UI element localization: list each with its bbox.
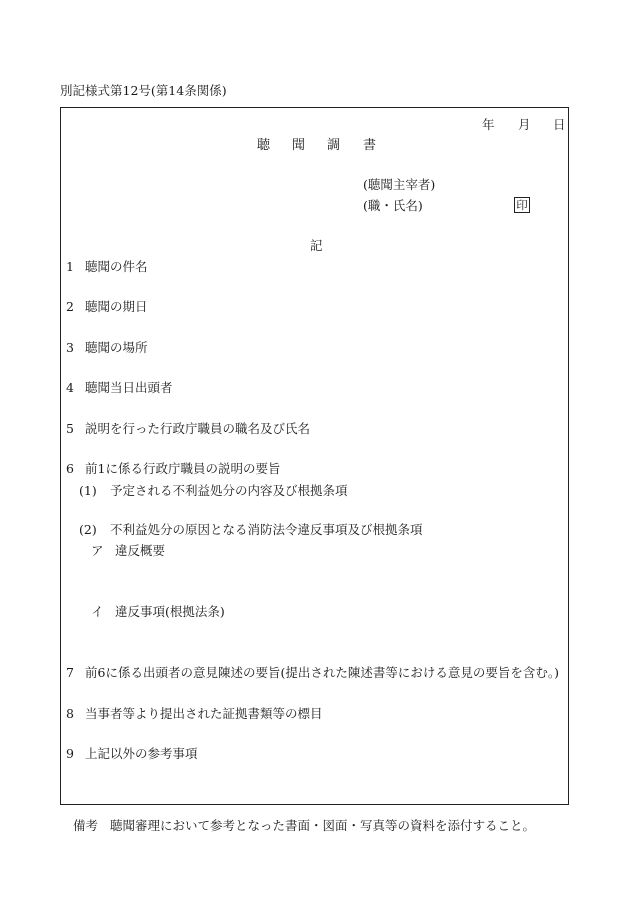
item-9-text: 上記以外の参考事項 <box>85 746 198 761</box>
presider-name-label: (職・氏名) <box>363 198 423 213</box>
sub-item-2-number: (2) <box>79 522 97 537</box>
date-month-label: 月 <box>518 117 531 132</box>
item-5-number: 5 <box>66 421 74 436</box>
date-year-label: 年 <box>482 117 495 132</box>
date-day-label: 日 <box>553 117 566 132</box>
form-box <box>60 107 569 805</box>
form-number-label: 別記様式第12号(第14条関係) <box>60 83 227 98</box>
ki-label: 記 <box>310 238 323 253</box>
item-9-number: 9 <box>66 746 74 761</box>
item-2-text: 聴聞の期日 <box>85 299 148 314</box>
item-4-number: 4 <box>66 380 74 395</box>
presider-label: (聴聞主宰者) <box>363 177 436 192</box>
item-8-number: 8 <box>66 706 74 721</box>
note-label: 備考 <box>73 818 99 833</box>
note-text: 聴聞審理において参考となった書面・図面・写真等の資料を添付すること。 <box>110 818 536 833</box>
item-6-text: 前1に係る行政庁職員の説明の要旨 <box>85 461 281 476</box>
item-4-text: 聴聞当日出頭者 <box>85 380 173 395</box>
item-7-text: 前6に係る出頭者の意見陳述の要旨(提出された陳述書等における意見の要旨を含む。) <box>85 665 559 680</box>
sub-item-2-text: 不利益処分の原因となる消防法令違反事項及び根拠条項 <box>110 522 423 537</box>
item-1-text: 聴聞の件名 <box>85 259 148 274</box>
item-1-number: 1 <box>66 259 74 274</box>
sub-item-1-number: (1) <box>79 483 97 498</box>
item-8-text: 当事者等より提出された証拠書類等の標目 <box>85 706 323 721</box>
seal-mark: 印 <box>514 197 530 213</box>
sub-sub-item-i-number: イ <box>91 604 104 619</box>
item-3-number: 3 <box>66 340 74 355</box>
sub-item-1-text: 予定される不利益処分の内容及び根拠条項 <box>110 483 348 498</box>
item-7-number: 7 <box>66 665 74 680</box>
sub-sub-item-i-text: 違反事項(根拠法条) <box>115 604 225 619</box>
sub-sub-item-a-text: 違反概要 <box>115 543 166 558</box>
title-char-3: 調 <box>327 138 341 153</box>
item-3-text: 聴聞の場所 <box>85 340 148 355</box>
title-char-1: 聴 <box>257 138 271 153</box>
item-2-number: 2 <box>66 299 74 314</box>
item-5-text: 説明を行った行政庁職員の職名及び氏名 <box>85 421 311 436</box>
item-6-number: 6 <box>66 461 74 476</box>
title-char-4: 書 <box>363 138 377 153</box>
title-char-2: 聞 <box>292 138 306 153</box>
sub-sub-item-a-number: ア <box>91 543 104 558</box>
